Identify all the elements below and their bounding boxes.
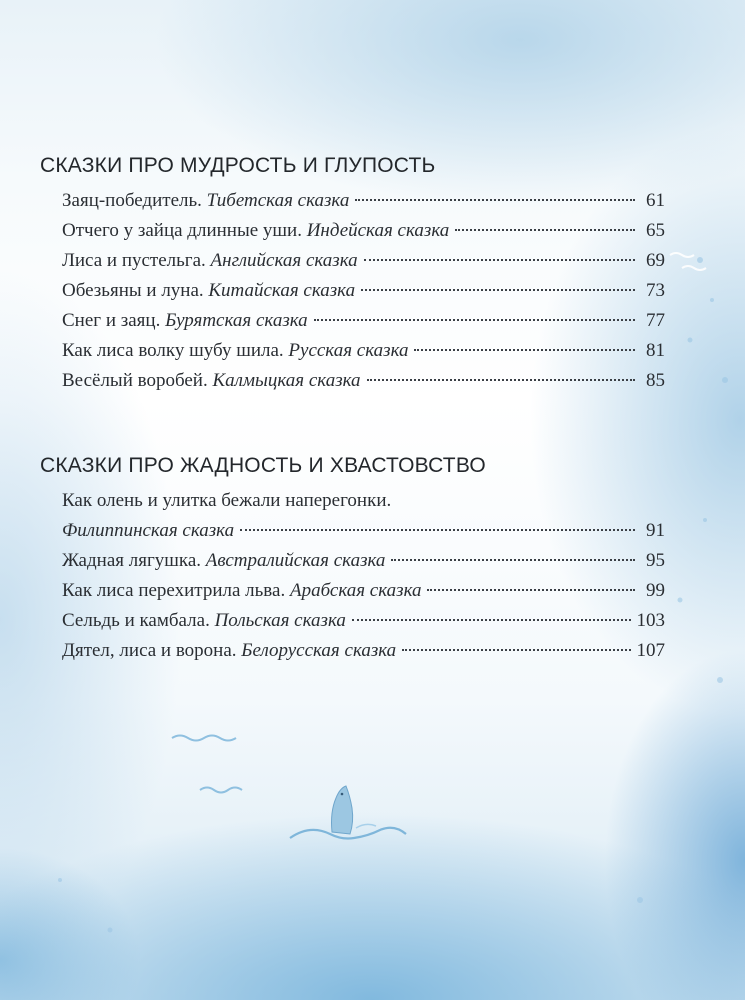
dot-leader [367, 379, 635, 381]
entry-origin: Филиппинская сказка [62, 520, 235, 541]
toc-entry[interactable] [62, 216, 665, 246]
entry-origin: Бурятская сказка [165, 310, 308, 331]
entry-page-number: 107 [636, 640, 665, 661]
entry-origin: Индейская сказка [306, 220, 450, 241]
entry-origin: Арабская сказка [289, 580, 422, 601]
dot-leader [355, 199, 635, 201]
toc-entry[interactable] [62, 516, 665, 546]
entry-title: Лиса и пустельга. [62, 250, 206, 271]
entry-origin: Русская сказка [288, 340, 409, 361]
wave-lines-icon [670, 253, 706, 270]
entry-title: Отчего у зайца длинные уши. [62, 220, 302, 241]
dot-leader [352, 619, 631, 621]
entry-page-number: 91 [646, 520, 665, 541]
entry-title: Как лиса волку шубу шила. [62, 340, 284, 361]
toc-entry[interactable] [62, 306, 665, 336]
toc-entry[interactable] [62, 546, 665, 576]
dot-leader [455, 229, 635, 231]
toc-entry-title-line[interactable] [62, 486, 665, 516]
entry-page-number: 95 [646, 550, 665, 571]
entry-page-number: 81 [646, 340, 665, 361]
entry-origin: Польская сказка [214, 610, 346, 631]
toc-entry[interactable] [62, 366, 665, 396]
dot-leader [240, 529, 635, 531]
entry-title: Обезьяны и луна. [62, 280, 204, 301]
toc-entry[interactable] [62, 606, 665, 636]
entry-page-number: 103 [636, 610, 665, 631]
toc-entry[interactable] [62, 276, 665, 306]
entry-title: Как лиса перехитрила льва. [62, 580, 286, 601]
dot-leader [361, 289, 635, 291]
entry-origin: Английская сказка [210, 250, 358, 271]
dot-leader [427, 589, 635, 591]
entry-title: Заяц-победитель. [62, 190, 202, 211]
entry-title: Как олень и улитка бежали наперегонки. [62, 490, 392, 511]
section-title: СКАЗКИ ПРО МУДРОСТЬ И ГЛУПОСТЬ [40, 154, 436, 177]
entry-title: Весёлый воробей. [62, 370, 208, 391]
toc-entry[interactable] [62, 336, 665, 366]
entry-origin: Тибетская сказка [206, 190, 350, 211]
section-title: СКАЗКИ ПРО ЖАДНОСТЬ И ХВАСТОВСТВО [40, 454, 486, 477]
toc-entry[interactable] [62, 186, 665, 216]
toc-entry[interactable] [62, 576, 665, 606]
dot-leader [391, 559, 635, 561]
wave-lines-icon [172, 736, 242, 793]
toc-section-wisdom [40, 152, 665, 396]
entry-page-number: 77 [646, 310, 665, 331]
entry-page-number: 69 [646, 250, 665, 271]
entry-origin: Калмыцкая сказка [212, 370, 361, 391]
entry-page-number: 73 [646, 280, 665, 301]
entry-origin: Австралийская сказка [205, 550, 386, 571]
entry-origin: Китайская сказка [208, 280, 356, 301]
entry-title: Жадная лягушка. [62, 550, 202, 571]
dot-leader [414, 349, 635, 351]
toc-entry[interactable] [62, 636, 665, 666]
entry-page-number: 85 [646, 370, 665, 391]
entry-page-number: 65 [646, 220, 665, 241]
entry-origin: Белорусская сказка [241, 640, 397, 661]
entry-title: Сельдь и камбала. [62, 610, 210, 631]
toc-entry[interactable] [62, 246, 665, 276]
entry-title: Дятел, лиса и ворона. [62, 640, 237, 661]
dot-leader [314, 319, 635, 321]
entry-page-number: 99 [646, 580, 665, 601]
dot-leader [364, 259, 635, 261]
dot-leader [402, 649, 630, 651]
toc-section-greed [40, 452, 665, 666]
fish-in-water-icon [290, 786, 406, 839]
entry-title: Снег и заяц. [62, 310, 161, 331]
entry-page-number: 61 [646, 190, 665, 211]
